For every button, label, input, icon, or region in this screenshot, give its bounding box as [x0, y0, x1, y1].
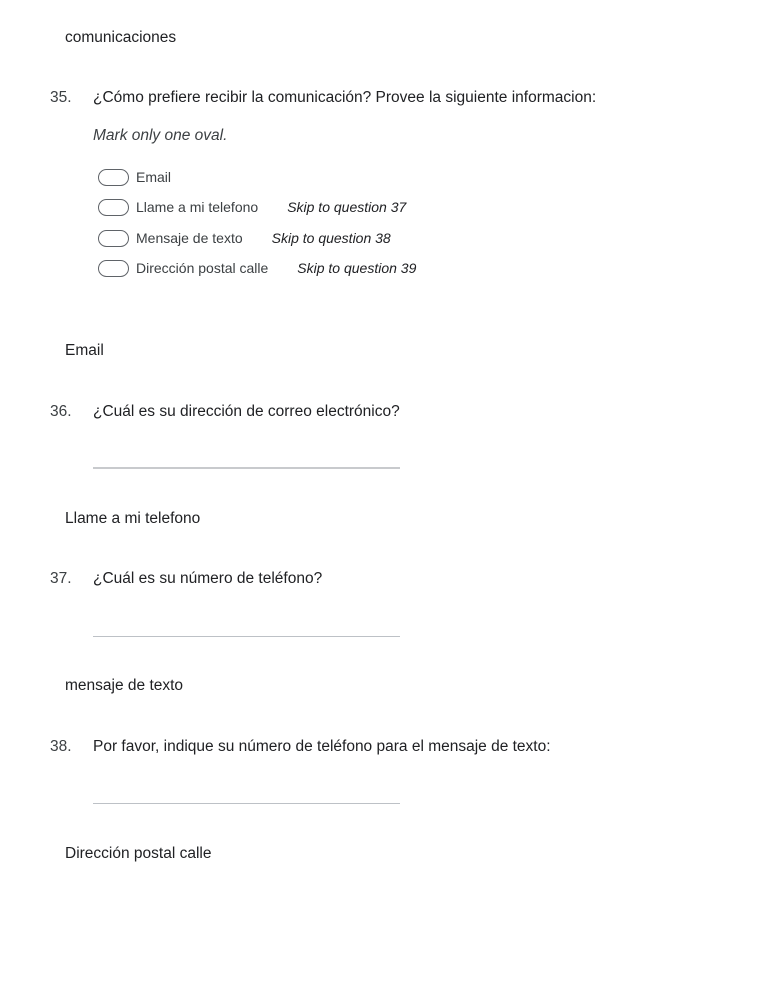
question-38-text: Por favor, indique su número de teléfono para el mensaje de texto: [93, 738, 551, 755]
answer-field-email[interactable] [93, 467, 400, 469]
option-label: Email [136, 169, 172, 185]
question-35-number: 35. [50, 89, 72, 106]
option-email[interactable] [98, 166, 171, 188]
question-37-text: ¿Cuál es su número de teléfono? [93, 570, 323, 587]
option-label: Llame a mi telefono [136, 199, 259, 215]
radio-oval[interactable] [98, 260, 129, 277]
section-title-comunicaciones: comunicaciones [65, 29, 177, 46]
skip-note: Skip to question 37 [287, 199, 407, 215]
option-mensaje-texto[interactable] [98, 227, 391, 249]
section-title-email: Email [65, 342, 104, 359]
section-title-llame: Llame a mi telefono [65, 510, 201, 527]
skip-note: Skip to question 39 [297, 260, 417, 276]
question-36-text: ¿Cuál es su dirección de correo electrónico? [93, 403, 400, 420]
question-35-text: ¿Cómo prefiere recibir la comunicación? Provee la siguiente informacion: [93, 89, 597, 106]
section-title-direccion: Dirección postal calle [65, 845, 212, 862]
question-37-number: 37. [50, 570, 72, 587]
radio-oval[interactable] [98, 169, 129, 186]
radio-oval[interactable] [98, 199, 129, 216]
question-38-number: 38. [50, 738, 72, 755]
section-title-mensaje: mensaje de texto [65, 677, 184, 694]
answer-field-telefono[interactable] [93, 636, 400, 637]
radio-oval[interactable] [98, 230, 129, 247]
option-llame-telefono[interactable] [98, 196, 406, 218]
option-label: Dirección postal calle [136, 260, 269, 276]
answer-field-mensaje[interactable] [93, 803, 400, 804]
skip-note: Skip to question 38 [271, 230, 391, 246]
option-direccion-postal[interactable] [98, 257, 416, 279]
option-label: Mensaje de texto [136, 230, 243, 246]
question-35-hint: Mark only one oval. [93, 127, 228, 144]
question-36-number: 36. [50, 403, 72, 420]
